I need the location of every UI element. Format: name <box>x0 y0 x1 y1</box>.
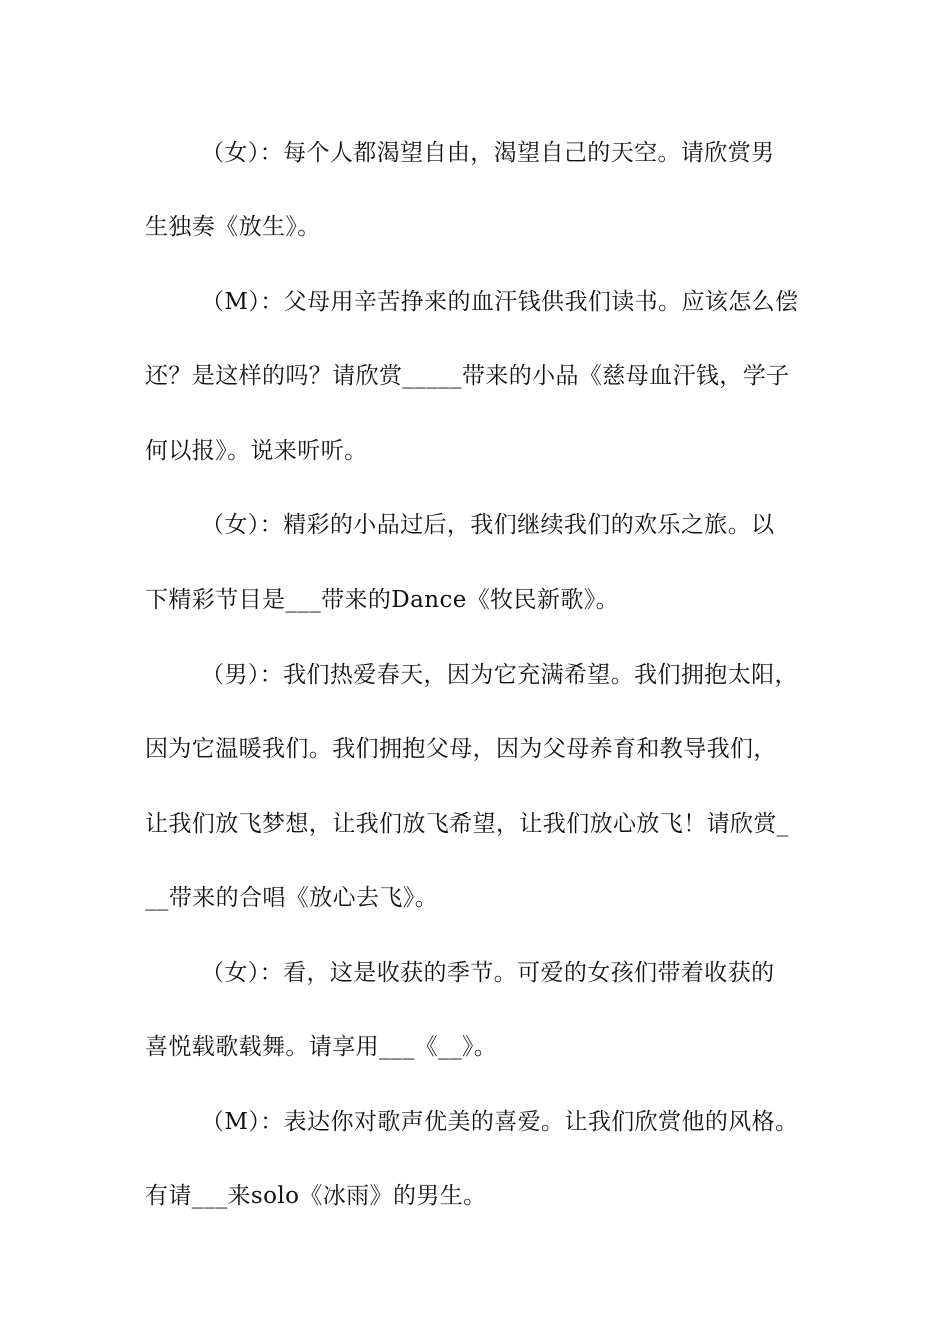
paragraph-line: 还？是这样的吗？请欣赏_____带来的小品《慈母血汗钱，学子 <box>145 363 790 389</box>
paragraph-line: （M）：父母用辛苦挣来的血汗钱供我们读书。应该怎么偿 <box>201 289 799 315</box>
paragraph-line: （女）：精彩的小品过后，我们继续我们的欢乐之旅。以 <box>201 512 775 538</box>
paragraph-line: （男）：我们热爱春天，因为它充满希望。我们拥抱太阳， <box>201 662 798 688</box>
paragraph-line: 因为它温暖我们。我们拥抱父母，因为父母养育和教导我们， <box>145 736 777 762</box>
paragraph-line: 有请___来solo《冰雨》的男生。 <box>145 1183 487 1209</box>
paragraph-line: （M）：表达你对歌声优美的喜爱。让我们欣赏他的风格。 <box>201 1109 799 1135</box>
paragraph-line: 喜悦载歌载舞。请享用___《__》。 <box>145 1034 498 1060</box>
paragraph-line: 下精彩节目是___带来的Dance《牧民新歌》。 <box>145 587 620 613</box>
paragraph-line: 生独奏《放生》。 <box>145 214 321 240</box>
paragraph-line: __带来的合唱《放心去飞》。 <box>145 885 439 911</box>
paragraph-line: 让我们放飞梦想，让我们放飞希望，让我们放心放飞！请欣赏_ <box>145 811 789 837</box>
paragraph-line: （女）：每个人都渴望自由，渴望自己的天空。请欣赏男 <box>201 140 775 166</box>
paragraph-line: （女）：看，这是收获的季节。可爱的女孩们带着收获的 <box>201 960 775 986</box>
paragraph-line: 何以报》。说来听听。 <box>145 438 368 464</box>
